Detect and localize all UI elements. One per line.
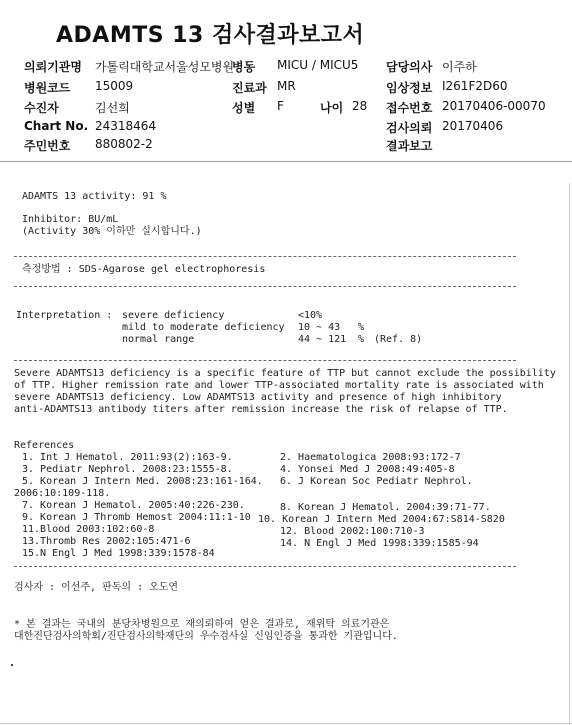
receipt-no-value: 20170406-00070 <box>442 99 546 113</box>
reference-item: 14. N Engl J Med 1998:339:1585-94 <box>280 538 479 549</box>
dashed-divider <box>14 360 516 361</box>
interpretation-unit: % <box>358 322 365 333</box>
hospital-code-value: 15009 <box>95 79 134 93</box>
reference-item: 15.N Engl J Med 1998:339:1578-84 <box>22 548 215 559</box>
reference-item: 12. Blood 2002:100:710-3 <box>280 526 425 537</box>
activity-result: ADAMTS 13 activity: 91 % <box>22 191 167 202</box>
footer-note-line: * 본 결과는 국내의 분당차병원으로 재의뢰하여 얻은 결과로, 재위탁 의료기관은 <box>14 619 390 630</box>
reference-item: 5. Korean J Intern Med. 2008:23:161-164. <box>22 476 263 487</box>
interpretation-range: <10% <box>298 310 323 321</box>
footer-note-line: 대한진단검사의학회/진단검사의학재단의 우수검사실 신임인증을 통과한 기관입니다. <box>14 631 398 642</box>
stray-mark <box>11 664 13 666</box>
method-line: 측정방법 : SDS-Agarose gel electrophoresis <box>22 264 266 275</box>
report-right-border <box>569 183 570 725</box>
test-request-value: 20170406 <box>442 119 504 133</box>
interpretation-range: 44 ~ 121 <box>298 334 347 345</box>
patient-value: 김선희 <box>95 101 130 115</box>
examiner-line: 검사자 : 이선주, 판독의 : 오도연 <box>14 582 179 593</box>
reference-item: 2006:10:109-118. <box>14 488 111 499</box>
reference-item: 1. Int J Hematol. 2011:93(2):163-9. <box>22 452 233 463</box>
report-bottom-border <box>0 723 572 724</box>
clinical-info-value: I261F2D60 <box>442 79 508 93</box>
interpretation-category: severe deficiency <box>122 310 225 321</box>
interpretation-category: mild to moderate deficiency <box>122 322 285 333</box>
doctor-label: 담당의사 <box>386 60 433 74</box>
reference-item: 4. Yonsei Med J 2008:49:405-8 <box>280 464 455 475</box>
reference-item: 9. Korean J Thromb Hemost 2004:11:1-10 <box>22 512 251 523</box>
report-title: ADAMTS 13 검사결과보고서 <box>56 23 365 48</box>
reference-item: 13.Thromb Res 2002:105:471-6 <box>22 536 191 547</box>
interpretation-ref: (Ref. 8) <box>374 334 423 345</box>
hospital-code-label: 병원코드 <box>24 81 71 95</box>
chart-no-value: 24318464 <box>95 119 157 133</box>
chart-no-label: Chart No. <box>24 119 89 133</box>
institution-value: 가톨릭대학교서울성모병원 <box>95 60 235 74</box>
narrative-line: anti-ADAMTS13 antibody titers after remission increase the risk of relapse of TTP. <box>14 404 508 415</box>
narrative-line: Severe ADAMTS13 deficiency is a specific feature of TTP but cannot exclude the possibility <box>14 368 556 379</box>
ward-label: 병동 <box>232 60 256 74</box>
reference-item: 3. Pediatr Nephrol. 2008:23:1555-8. <box>22 464 233 475</box>
interpretation-unit: % <box>358 334 365 345</box>
dashed-divider <box>14 256 516 257</box>
reference-item: 6. J Korean Soc Pediatr Nephrol. <box>280 476 473 487</box>
inhibitor-note: (Activity 30% 이하만 실시합니다.) <box>22 226 202 237</box>
patient-label: 수진자 <box>24 101 59 115</box>
result-report-label: 결과보고 <box>386 139 433 153</box>
age-value: 28 <box>352 99 368 113</box>
test-request-label: 검사의뢰 <box>386 121 433 135</box>
age-label: 나이 <box>320 101 344 115</box>
references-heading: References <box>14 440 75 451</box>
inhibitor-result: Inhibitor: BU/mL <box>22 214 119 225</box>
doctor-value: 이주하 <box>442 60 477 74</box>
dashed-divider <box>14 566 516 567</box>
department-value: MR <box>277 79 296 93</box>
interpretation-category: normal range <box>122 334 195 345</box>
interpretation-range: 10 ~ 43 <box>298 322 341 333</box>
sex-value: F <box>277 99 284 113</box>
narrative-line: severe ADAMTS13 deficiency. Low ADAMTS13 activity and presence of high inhibitory <box>14 392 502 403</box>
department-label: 진료과 <box>232 81 267 95</box>
reference-item: 8. Korean J Hematol. 2004:39:71-77. <box>280 502 491 513</box>
reference-item: 10. Korean J Intern Med 2004:67:S814-S820 <box>258 514 505 525</box>
sex-label: 성별 <box>232 101 256 115</box>
receipt-no-label: 접수번호 <box>386 101 433 115</box>
interpretation-label: Interpretation : <box>16 310 113 321</box>
resident-no-label: 주민번호 <box>24 139 71 153</box>
ward-value: MICU / MICU5 <box>277 58 359 72</box>
header-divider <box>0 161 572 162</box>
reference-item: 7. Korean J Hematol. 2005:40:226-230. <box>22 500 245 511</box>
institution-label: 의뢰기관명 <box>24 60 82 74</box>
reference-item: 11.Blood 2003:102:60-8 <box>22 524 155 535</box>
dashed-divider <box>14 286 516 287</box>
reference-item: 2. Haematologica 2008:93:172-7 <box>280 452 461 463</box>
resident-no-value: 880802-2 <box>95 137 153 151</box>
clinical-info-label: 임상정보 <box>386 81 433 95</box>
narrative-line: of TTP. Higher remission rate and lower TTP-associated mortality rate is associated with <box>14 380 544 391</box>
